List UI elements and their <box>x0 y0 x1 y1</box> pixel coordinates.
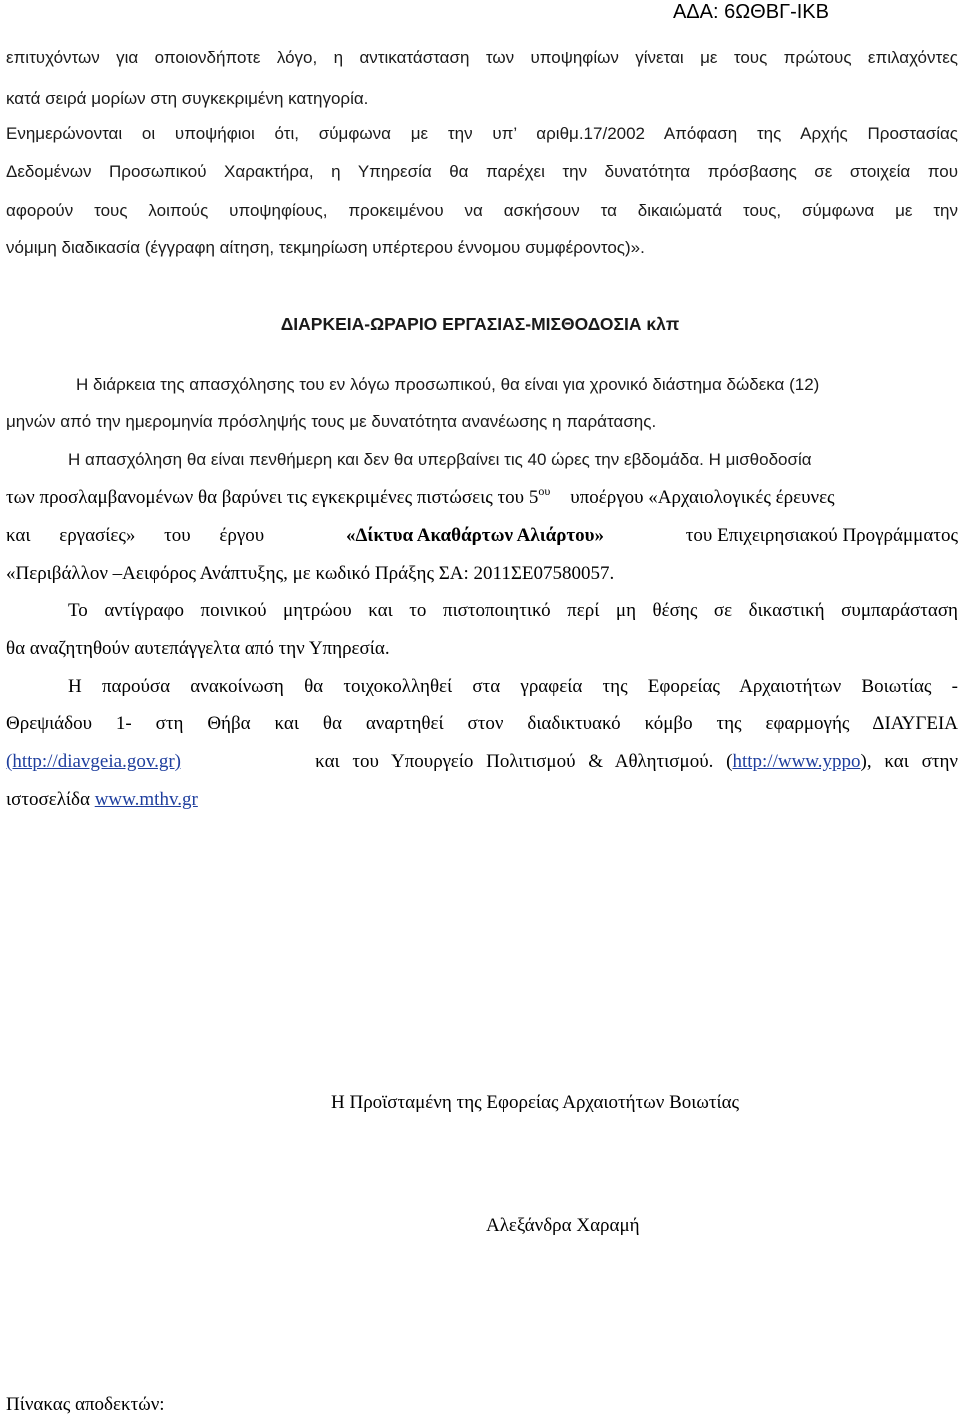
funding-line-2-b: του Επιχειρησιακού Προγράμματος <box>685 525 958 546</box>
funding-line-3: «Περιβάλλον –Αειφόρος Ανάπτυξης, με κωδικό Πράξης ΣΑ: 2011ΣΕ07580057. <box>6 563 615 584</box>
intro-line-4: Δεδομένων Προσωπικού Χαρακτήρα, η Υπηρεσία θα παρέχει την δυνατότητα πρόσβασης σε στοιχεία που <box>6 162 958 181</box>
ada-code: ΑΔΑ: 6ΩΘΒΓ-ΙΚΒ <box>672 1 829 23</box>
intro-line-2: κατά σειρά μορίων στη συγκεκριμένη κατηγορία. <box>6 89 369 108</box>
posting-line-3-end: ), και στην <box>860 751 958 772</box>
intro-line-3: Ενημερώνονται οι υποψήφιοι ότι, σύμφωνα με την υπ’ αριθμ.17/2002 Απόφαση της Αρχής Προστασίας <box>6 124 958 143</box>
yppo-link[interactable]: http://www.yppo <box>732 751 861 772</box>
posting-line-3 <box>6 748 958 776</box>
duration-line-2: μηνών από την ημερομηνία πρόσληψής τους με δυνατότητα ανανέωσης η παράτασης. <box>6 412 657 431</box>
posting-line-1: Η παρούσα ανακοίνωση θα τοιχοκολληθεί στα γραφεία της Εφορείας Αρχαιοτήτων Βοιωτίας - <box>68 676 958 697</box>
mthv-link[interactable]: www.mthv.gr <box>94 789 198 810</box>
ordinal-superscript: ου <box>538 484 551 498</box>
posting-line-2: Θρεψιάδου 1- στη Θήβα και θα αναρτηθεί στον διαδικτυακό κόμβο της εφαρμογής ΔΙΑΥΓΕΙΑ <box>6 713 958 734</box>
employment-line-1: Η απασχόληση θα είναι πενθήμερη και δεν θα υπερβαίνει τις 40 ώρες την εβδομάδα. Η μισθοδοσία <box>68 450 812 469</box>
duration-line-1: Η διάρκεια της απασχόλησης του εν λόγω προσωπικού, θα είναι για χρονικό διάστημα δώδεκα (12) <box>76 375 820 394</box>
project-name: «Δίκτυα Ακαθάρτων Αλιάρτου» <box>346 525 604 546</box>
intro-line-5: αφορούν τους λοιπούς υποψηφίους, προκειμένου να ασκήσουν τα δικαιώματά τους, σύμφωνα με την <box>6 201 958 220</box>
records-line-1: Το αντίγραφο ποινικού μητρώου και το πιστοποιητικό περί μη θέσης σε δικαστική συμπαράσταση <box>68 600 958 621</box>
signature-name: Αλεξάνδρα Χαραμή <box>486 1215 640 1236</box>
posting-line-3-mid-text: και του Υπουργείο Πολιτισμού & Αθλητισμού. ( <box>315 751 733 772</box>
posting-line-3-mid <box>315 748 958 776</box>
diavgeia-link[interactable]: (http://diavgeia.gov.gr) <box>6 751 181 772</box>
intro-line-1: επιτυχόντων για οποιονδήποτε λόγο, η αντικατάσταση των υποψηφίων γίνεται με τους πρώτους επιλαχόντες <box>6 48 958 67</box>
website-label: ιστοσελίδα <box>6 789 90 810</box>
recipients-label: Πίνακας αποδεκτών: <box>6 1394 165 1415</box>
records-line-2: θα αναζητηθούν αυτεπάγγελτα από την Υπηρεσία. <box>6 638 390 659</box>
funding-line-1-subproject: υποέργου «Αρχαιολογικές έρευνες <box>570 487 835 508</box>
duration-paragraph <box>6 0 958 469</box>
funding-line-1 <box>6 484 958 512</box>
funding-line-1-text: των προσλαμβανομένων θα βαρύνει τις εγκεκριμένες πιστώσεις του 5 <box>6 487 539 508</box>
funding-line-2-a: και εργασίες» του έργου <box>6 525 265 546</box>
section-heading: ΔΙΑΡΚΕΙΑ-ΩΡΑΡΙΟ ΕΡΓΑΣΙΑΣ-ΜΙΣΘΟΔΟΣΙΑ κλπ <box>280 314 680 334</box>
signature-title: Η Προϊσταμένη της Εφορείας Αρχαιοτήτων Βοιωτίας <box>331 1092 740 1113</box>
posting-line-4 <box>6 786 958 814</box>
intro-line-6: νόμιμη διαδικασία (έγγραφη αίτηση, τεκμηρίωση υπέρτερου έννομου συμφέροντος)». <box>6 238 645 257</box>
funding-line-2 <box>6 522 958 550</box>
